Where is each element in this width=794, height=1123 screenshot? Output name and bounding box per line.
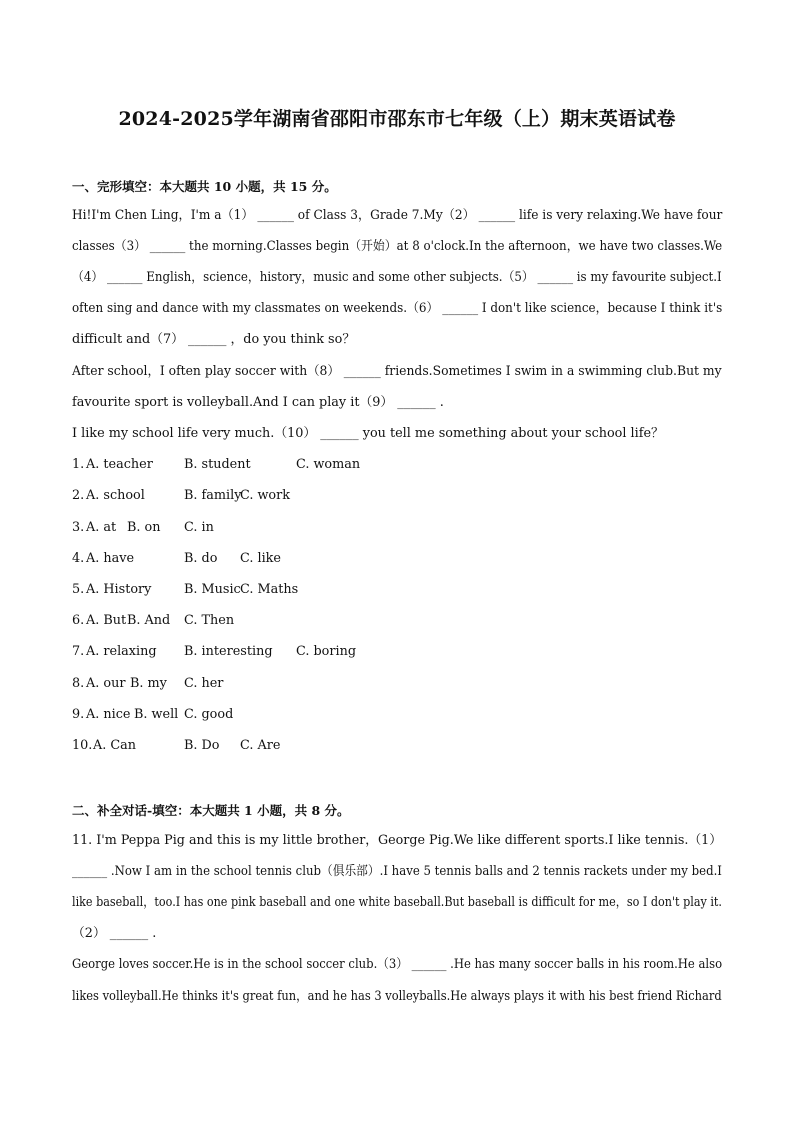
passage-line: favourite sport is volleyball.And I can play it（9） ______ . (72, 395, 444, 410)
option-a: A. But (86, 613, 127, 628)
question-number: 1. (72, 457, 85, 472)
option-a: A. teacher (86, 457, 153, 472)
question-number: 9. (72, 707, 85, 722)
question-number: 2. (72, 488, 85, 503)
option-b: B. student (184, 457, 251, 472)
question-number: 8. (72, 676, 85, 691)
option-c: C. woman (296, 457, 361, 472)
option-a: A. at (86, 520, 117, 535)
question-number: 4. (72, 551, 85, 566)
option-a: A. have (86, 551, 135, 566)
section-1-heading: 一、完形填空：本大题共 10 小题，共 15 分。 (72, 179, 337, 194)
option-a: A. Can (93, 738, 137, 753)
dialogue-line: likes volleyball.He thinks it's great fun，and he has 3 volleyballs.He always plays it with his best friend Richard (72, 989, 722, 1004)
option-c: C. in (184, 520, 214, 535)
question-number: 5. (72, 582, 85, 597)
option-c: C. work (240, 488, 291, 503)
dialogue-line: 11. I'm Peppa Pig and this is my little brother，George Pig.We like different sports.I like tennis.（1） (72, 833, 722, 848)
option-b: B. Music (184, 582, 241, 597)
question-number: 6. (72, 613, 85, 628)
passage-line: After school，I often play soccer with（8） ______ friends.Sometimes I swim in a swimming club.But my (72, 364, 722, 379)
dialogue-line: ______ .Now I am in the school tennis club（俱乐部）.I have 5 tennis balls and 2 tennis rackets under my bed.I (72, 864, 722, 879)
exam-title: 2024-2025学年湖南省邵阳市邵东市七年级（上）期末英语试卷 (118, 108, 676, 130)
option-b: B. interesting (184, 644, 273, 659)
passage-line: （4） ______ English，science，history，music and some other subjects.（5） ______ is my favourite subject.I (72, 270, 722, 285)
passage-line: often sing and dance with my classmates on weekends.（6） ______ I don't like science，because I think it's (72, 301, 723, 316)
passage-line: difficult and（7） ______ ，do you think so？ (72, 332, 356, 347)
option-b: B. on (127, 520, 161, 535)
option-a: A. school (86, 488, 145, 503)
dialogue-line: George loves soccer.He is in the school soccer club.（3） ______ .He has many soccer balls in his room.He also (72, 957, 723, 972)
passage-line: classes（3） ______ the morning.Classes begin（开始）at 8 o'clock.In the afternoon，we have two classes.We (72, 239, 723, 254)
option-b: B. my (130, 676, 167, 691)
dialogue-line: like baseball，too.I has one pink baseball and one white baseball.But baseball is difficult for me，so I don't play it. (72, 895, 722, 910)
option-b: B. family (184, 488, 242, 503)
option-c: C. good (184, 707, 234, 722)
option-c: C. Then (184, 613, 235, 628)
option-a: A. our (86, 676, 126, 691)
option-c: C. Maths (240, 582, 299, 597)
section-2-heading: 二、补全对话-填空：本大题共 1 小题，共 8 分。 (72, 803, 350, 818)
passage-line: I like my school life very much.（10） ______ you tell me something about your school life？ (72, 426, 664, 441)
option-a: A. relaxing (86, 644, 157, 659)
question-number: 7. (72, 644, 85, 659)
option-c: C. her (184, 676, 224, 691)
option-b: B. do (184, 551, 218, 566)
option-b: B. And (127, 613, 171, 628)
option-b: B. well (134, 707, 179, 722)
option-a: A. nice (86, 707, 131, 722)
option-a: A. History (86, 582, 152, 597)
option-c: C. boring (296, 644, 357, 659)
question-number: 3. (72, 520, 85, 535)
passage-line: Hi!I'm Chen Ling，I'm a（1） ______ of Class 3，Grade 7.My（2） ______ life is very relaxing.We have four (72, 208, 723, 223)
option-c: C. like (240, 551, 281, 566)
dialogue-line: （2） ______ . (72, 926, 157, 941)
option-b: B. Do (184, 738, 220, 753)
question-number: 10. (72, 738, 93, 753)
option-c: C. Are (240, 738, 281, 753)
